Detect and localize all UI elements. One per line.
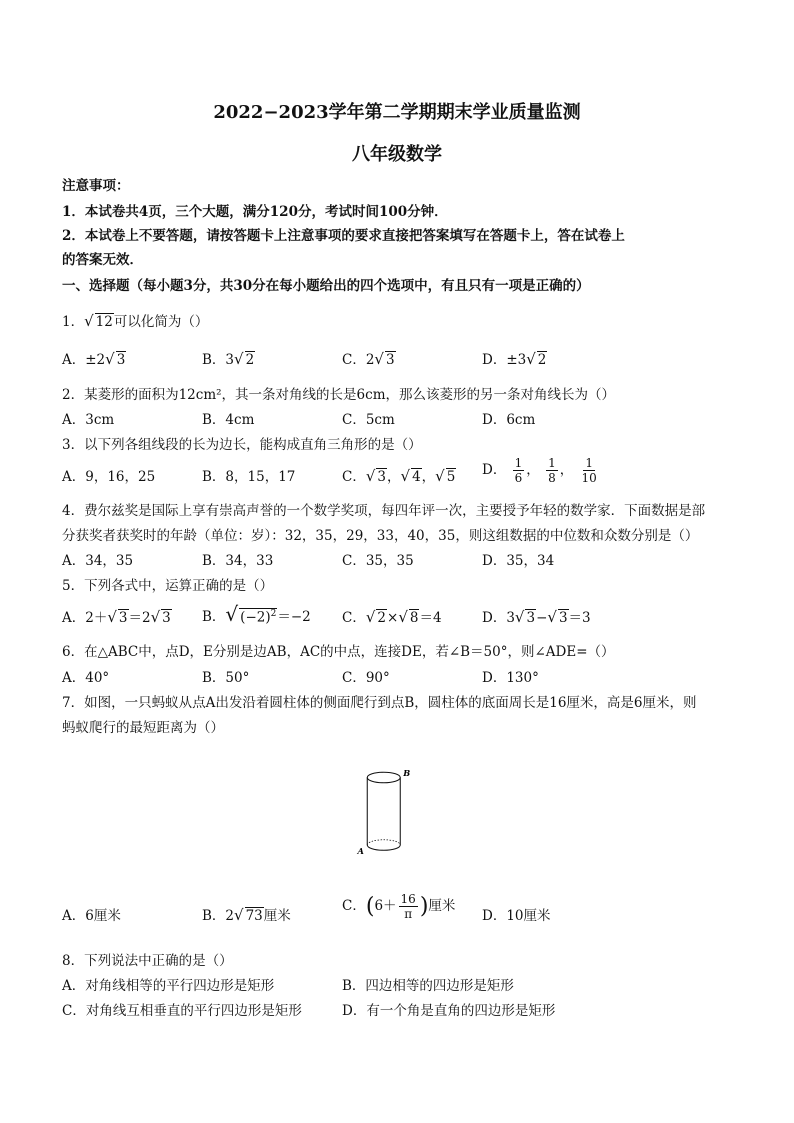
- q6-option-c: C．90°: [342, 670, 390, 686]
- q5-option-d: D．3√ 3−√ 3＝3: [482, 608, 591, 626]
- cylinder-bottom-back: [367, 840, 400, 845]
- section-1-heading: 一、选择题（每小题3分，共30分在每小题给出的四个选项中，有且只有一项是正确的）: [62, 278, 590, 294]
- notice-heading: 注意事项：: [62, 178, 130, 194]
- q1-option-d: D．±3√ 2: [482, 350, 547, 368]
- notice-item-2b: 的答案无效．: [62, 252, 143, 268]
- exam-subtitle: 八年级数学: [352, 144, 442, 165]
- notice-item-1: 1．本试卷共4页，三个大题，满分120分，考试时间100分钟．: [62, 204, 448, 220]
- q4-option-c: C．35，35: [342, 553, 414, 569]
- q4-option-a: A．34，35: [62, 553, 134, 569]
- q7-option-d: D．10厘米: [482, 908, 551, 924]
- cylinder-figure: [356, 752, 416, 872]
- q1-number: 1．: [62, 314, 85, 330]
- q5-option-a: A．2＋√ 3＝2√ 3: [62, 608, 171, 626]
- q7-option-c: C．(6＋ $\frac{16}{\pi}$ )厘米: [342, 892, 456, 921]
- q6-option-a: A．40°: [62, 670, 110, 686]
- cylinder-bottom-front: [367, 845, 400, 850]
- q1-stem: 1．√ 12可以化简为（）: [62, 312, 209, 330]
- q6-stem: 6．在△ABC中，点D，E分别是边AB，AC的中点，连接DE，若∠B＝50°，则∠ADE=（）: [62, 644, 615, 660]
- q4-stem-a: 4．费尔兹奖是国际上享有崇高声誉的一个数学奖项，每四年评一次，主要授予年轻的数学家．下面数据是部: [62, 503, 706, 519]
- notice-item-2a: 2．本试卷上不要答题，请按答题卡上注意事项的要求直接把答案填写在答题卡上，答在试卷上: [62, 228, 625, 244]
- exam-title: 2022−2023学年第二学期期末学业质量监测: [213, 102, 581, 123]
- q2-option-c: C．5cm: [342, 412, 395, 428]
- q2-option-a: A．3cm: [62, 412, 115, 428]
- q7-stem-a: 7．如图，一只蚂蚁从点A出发沿着圆柱体的侧面爬行到点B，圆柱体的底面周长是16厘米，高是6厘米，则: [62, 695, 697, 711]
- q5-option-b: B．√ $(-2)^2=-2$: [202, 602, 311, 626]
- q2-option-b: B．4cm: [202, 412, 255, 428]
- cylinder-top-ellipse: [367, 772, 400, 783]
- q5-stem: 5．下列各式中，运算正确的是（）: [62, 578, 274, 594]
- point-a-label: A: [357, 846, 364, 856]
- q7-option-b: B．2√ 73厘米: [202, 906, 291, 924]
- q1-option-c: C．2√ 3: [342, 350, 395, 368]
- q8-option-a: A．对角线相等的平行四边形是矩形: [62, 978, 275, 994]
- q7-option-a: A．6厘米: [62, 908, 121, 924]
- q3-option-a: A．9，16，25: [62, 469, 156, 485]
- q4-option-b: B．34，33: [202, 553, 274, 569]
- q8-option-c: C．对角线互相垂直的平行四边形是矩形: [62, 1003, 302, 1019]
- point-b-label: B: [403, 768, 411, 778]
- q3-option-c: C．√ 3，√ 4，√ 5: [342, 467, 456, 485]
- q3-stem: 3．以下列各组线段的长为边长，能构成直角三角形的是（）: [62, 437, 422, 453]
- q1-option-a: A．±2√ 3: [62, 350, 126, 368]
- q8-option-d: D．有一个角是直角的四边形是矩形: [342, 1003, 556, 1019]
- q5-option-c: C．√ 2×√ 8＝4: [342, 608, 442, 626]
- q1-suffix: 可以化简为（）: [113, 314, 209, 330]
- q4-stem-b: 分获奖者获奖时的年龄（单位：岁）：32，35，29，33，40，35，则这组数据的中位数和众数分别是（）: [62, 528, 699, 544]
- q3-option-d: D． $\frac{1}{6}$ ， $\frac{1}{8}$ ， $\frac{1}{10}$: [482, 456, 597, 485]
- q2-option-d: D．6cm: [482, 412, 536, 428]
- q6-option-d: D．130°: [482, 670, 539, 686]
- q8-option-b: B．四边相等的四边形是矩形: [342, 978, 514, 994]
- q1-option-b: B．3√ 2: [202, 350, 255, 368]
- q7-stem-b: 蚂蚁爬行的最短距离为（）: [62, 720, 224, 736]
- q3-option-b: B．8，15，17: [202, 469, 296, 485]
- q2-stem: 2．某菱形的面积为12cm²，其一条对角线的长是6cm，那么该菱形的另一条对角线长为（）: [62, 387, 615, 403]
- q4-option-d: D．35，34: [482, 553, 555, 569]
- q1-radicand: 12: [95, 314, 113, 330]
- q8-stem: 8．下列说法中正确的是（）: [62, 953, 233, 969]
- q6-option-b: B．50°: [202, 670, 250, 686]
